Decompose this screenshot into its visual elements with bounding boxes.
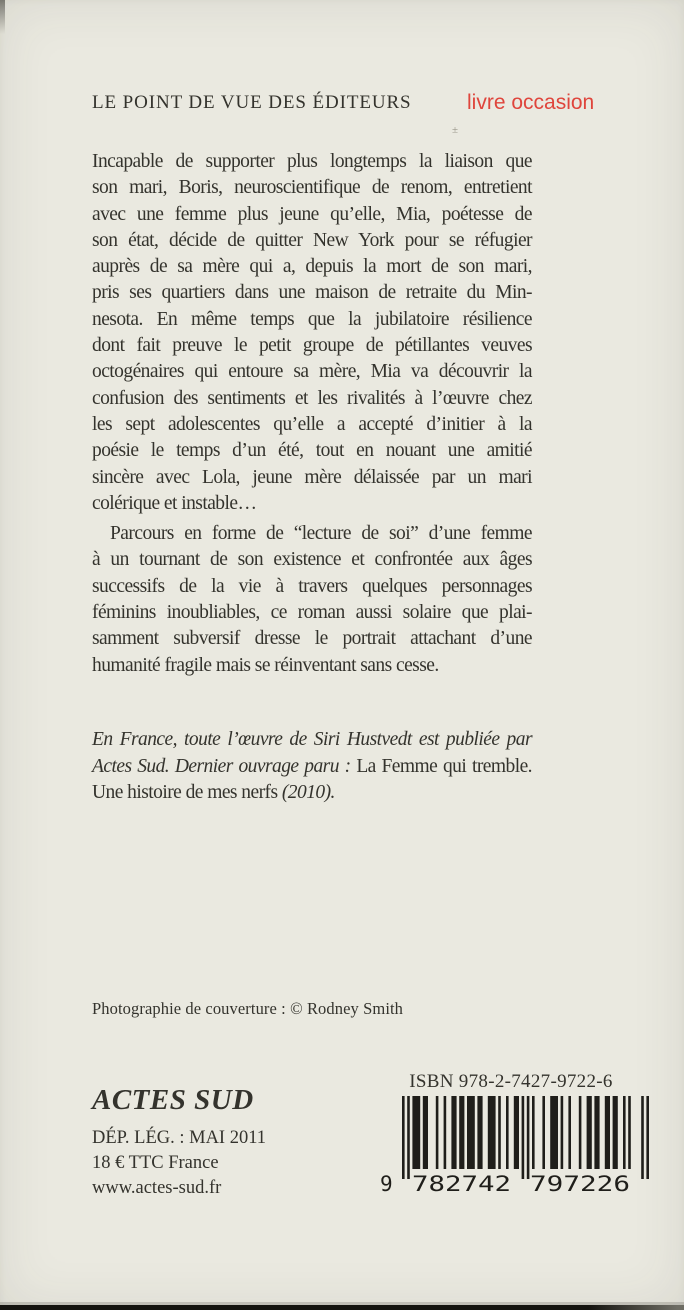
svg-text:782742: 782742 (412, 1172, 511, 1196)
synopsis-paragraph-1 (92, 149, 532, 517)
text-line: dont fait preuve le petit groupe de pétillantes veuves (92, 335, 532, 357)
author-note-line (92, 780, 532, 807)
svg-text:797226: 797226 (530, 1172, 630, 1196)
text-line: octogénaires qui entoure sa mère, Mia va découvrir la (92, 361, 532, 383)
text-line: Incapable de supporter plus longtemps la liaison que (92, 151, 532, 172)
text-line: nesota. En même temps que la jubilatoire résilience (92, 308, 532, 330)
author-note-segment: La Femme qui tremble. (356, 755, 533, 777)
author-note-line (92, 754, 532, 781)
author-note-line (92, 727, 532, 754)
page-title: LE POINT DE VUE DES ÉDITEURS (92, 92, 412, 113)
author-note-segment: Une histoire de mes nerfs (92, 782, 282, 803)
used-book-label: livre occasion (467, 91, 595, 114)
text-line: son mari, Boris, neuroscientifique de renom, entretient (92, 177, 532, 199)
website: www.actes-sud.fr (92, 1177, 222, 1198)
isbn-number: ISBN 978-2-7427-9722-6 (409, 1071, 613, 1092)
text-line: auprès de sa mère qui a, depuis la mort de son mari, (92, 256, 532, 278)
text-line: les sept adolescentes qu’elle a accepté d’initier à la (92, 413, 532, 435)
text-line: avec une femme plus jeune qu’elle, Mia, poétesse de (92, 203, 532, 225)
text-line: son état, décide de quitter New York pour se réfugier (92, 229, 532, 251)
publisher-logo: ACTES SUD (92, 1084, 254, 1116)
text-line: à un tournant de son existence et confrontée aux âges (92, 549, 532, 571)
scan-corner-shadow (0, 0, 5, 34)
price: 18 € TTC France (92, 1152, 219, 1173)
synopsis-paragraph-2 (92, 521, 532, 679)
text-line: colérique et instable… (92, 492, 257, 514)
text-line: samment subversif dresse le portrait attachant d’une (92, 628, 532, 650)
isbn-block (378, 1071, 660, 1196)
svg-text:9: 9 (380, 1172, 393, 1196)
legal-deposit: DÉP. LÉG. : MAI 2011 (92, 1128, 267, 1148)
publisher-block (92, 1084, 266, 1200)
photo-credit: Photographie de couverture : © Rodney Smith (92, 999, 404, 1018)
scan-edge-shadow (0, 1305, 684, 1310)
author-note-segment: En France, toute l’œuvre de Siri Hustvedt est publiée par (92, 729, 532, 750)
author-note (92, 727, 532, 807)
text-line: sincère avec Lola, jeune mère délaissée par un mari (92, 466, 532, 488)
text-line: Parcours en forme de “lecture de soi” d’une femme (110, 523, 532, 545)
text-line: humanité fragile mais se réinventant sans cesse. (92, 654, 439, 676)
text-line: successifs de la vie à travers quelques personnages (92, 575, 532, 597)
synopsis (92, 149, 532, 679)
print-artifact: ± (452, 124, 459, 136)
ean13-barcode (378, 1096, 660, 1196)
text-line: poésie le temps d’un été, tout en nouant une amitié (92, 440, 532, 462)
text-line: confusion des sentiments et les rivalités à l’œuvre chez (92, 387, 532, 409)
author-note-segment: Actes Sud. Dernier ouvrage paru : (92, 755, 357, 777)
author-note-segment: (2010). (281, 782, 335, 803)
text-line: féminins inoubliables, ce roman aussi solaire que plai- (92, 602, 532, 624)
text-line: pris ses quartiers dans une maison de retraite du Min- (92, 282, 532, 304)
